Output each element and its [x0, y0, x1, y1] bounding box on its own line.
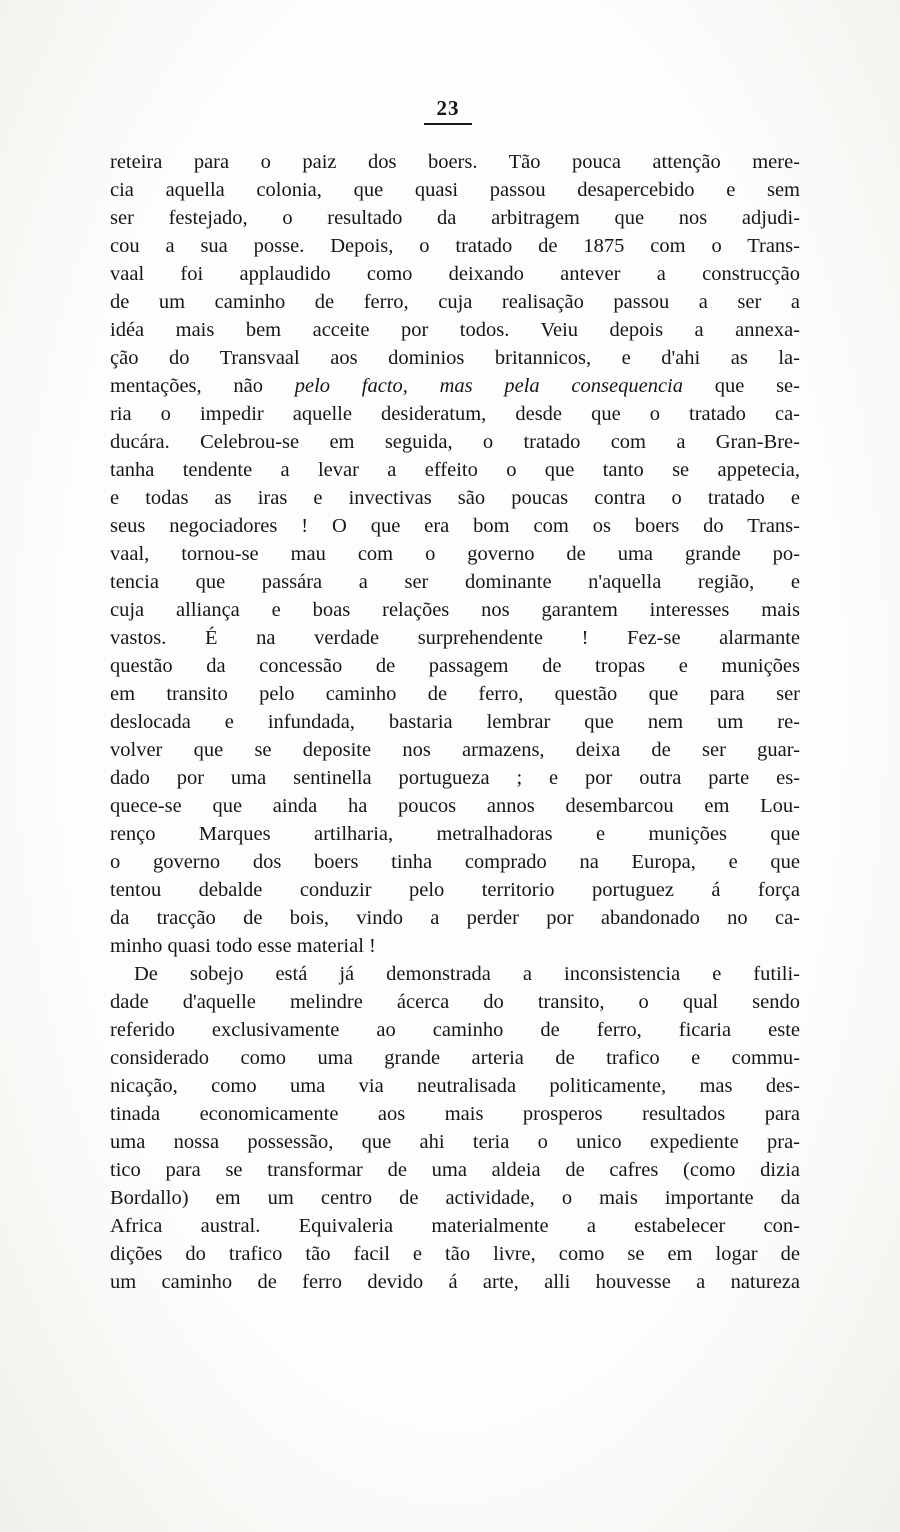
text-segment: ducára. Celebrou-se em seguida, o tratado com a Gran-Bre- — [110, 431, 800, 453]
text-segment: tencia que passára a ser dominante n'aquella região, e — [110, 571, 800, 593]
text-segment: ção do Transvaal aos dominios britannicos, e d'ahi as la- — [110, 347, 800, 369]
text-segment: da tracção de bois, vindo a perder por abandonado no ca- — [110, 907, 800, 929]
text-segment: que se- — [683, 375, 800, 397]
text-line — [110, 288, 800, 316]
text-line — [110, 372, 800, 400]
text-segment: tinada economicamente aos mais prosperos resultados para — [110, 1103, 800, 1125]
text-segment: cuja alliança e boas relações nos garantem interesses mais — [110, 599, 800, 621]
text-line — [110, 428, 800, 456]
italic-text-segment: pelo facto, mas pela consequencia — [294, 375, 683, 397]
page-number: 23 — [424, 96, 472, 125]
text-segment: idéa mais bem acceite por todos. Veiu depois a annexa- — [110, 319, 800, 341]
text-line — [110, 1100, 800, 1128]
text-segment: renço Marques artilharia, metralhadoras e munições que — [110, 823, 800, 845]
text-segment: o governo dos boers tinha comprado na Europa, e que — [110, 851, 800, 873]
text-line — [110, 484, 800, 512]
text-segment: em transito pelo caminho de ferro, questão que para ser — [110, 683, 800, 705]
text-line — [110, 1212, 800, 1240]
text-segment: deslocada e infundada, bastaria lembrar que nem um re- — [110, 711, 800, 733]
text-segment: cou a sua posse. Depois, o tratado de 1875 com o Trans- — [110, 235, 800, 257]
text-segment: Bordallo) em um centro de actividade, o mais importante da — [110, 1187, 800, 1209]
text-segment: ser festejado, o resultado da arbitragem que nos adjudi- — [110, 207, 800, 229]
text-line — [110, 988, 800, 1016]
text-segment: uma nossa possessão, que ahi teria o unico expediente pra- — [110, 1131, 800, 1153]
text-line — [110, 736, 800, 764]
text-line — [110, 400, 800, 428]
text-segment: considerado como uma grande arteria de trafico e commu- — [110, 1047, 800, 1069]
text-segment: vaal foi applaudido como deixando antever a construcção — [110, 263, 800, 285]
text-segment: dições do trafico tão facil e tão livre, como se em logar de — [110, 1243, 800, 1265]
text-line — [110, 708, 800, 736]
text-segment: Africa austral. Equivaleria materialmente a estabelecer con- — [110, 1215, 800, 1237]
text-segment: minho quasi todo esse material ! — [110, 935, 376, 957]
text-line — [110, 1128, 800, 1156]
text-segment: tanha tendente a levar a effeito o que tanto se appetecia, — [110, 459, 800, 481]
text-segment: ria o impedir aquelle desideratum, desde que o tratado ca- — [110, 403, 800, 425]
text-line — [110, 624, 800, 652]
text-segment: seus negociadores ! O que era bom com os boers do Trans- — [110, 515, 800, 537]
text-segment: questão da concessão de passagem de tropas e munições — [110, 655, 800, 677]
page-text — [110, 148, 800, 1296]
text-line — [110, 512, 800, 540]
text-line — [110, 820, 800, 848]
text-segment: quece-se que ainda ha poucos annos desembarcou em Lou- — [110, 795, 800, 817]
text-line — [110, 1240, 800, 1268]
text-line — [110, 456, 800, 484]
text-line — [110, 1184, 800, 1212]
text-segment: reteira para o paiz dos boers. Tão pouca attenção mere- — [110, 151, 800, 173]
text-line — [110, 960, 800, 988]
text-line — [110, 1072, 800, 1100]
text-line — [110, 876, 800, 904]
text-line — [110, 344, 800, 372]
text-line — [110, 260, 800, 288]
text-line — [110, 204, 800, 232]
paragraph — [110, 148, 800, 960]
text-segment: mentações, não — [110, 375, 295, 397]
text-line — [110, 1044, 800, 1072]
text-segment: nicação, como uma via neutralisada politicamente, mas des- — [110, 1075, 800, 1097]
text-line — [110, 680, 800, 708]
text-line — [110, 932, 800, 960]
text-segment: vastos. É na verdade surprehendente ! Fez-se alarmante — [110, 627, 800, 649]
text-segment: um caminho de ferro devido á arte, alli houvesse a natureza — [110, 1271, 800, 1293]
text-line — [110, 1016, 800, 1044]
text-segment: dado por uma sentinella portugueza ; e por outra parte es- — [110, 767, 800, 789]
text-segment: De sobejo está já demonstrada a inconsistencia e futili- — [134, 963, 800, 985]
text-line — [110, 540, 800, 568]
text-line — [110, 568, 800, 596]
text-segment: referido exclusivamente ao caminho de ferro, ficaria este — [110, 1019, 800, 1041]
text-segment: volver que se deposite nos armazens, deixa de ser guar- — [110, 739, 800, 761]
text-line — [110, 176, 800, 204]
text-line — [110, 904, 800, 932]
text-line — [110, 316, 800, 344]
text-segment: de um caminho de ferro, cuja realisação passou a ser a — [110, 291, 800, 313]
text-line — [110, 1268, 800, 1296]
text-line — [110, 1156, 800, 1184]
text-line — [110, 596, 800, 624]
text-line — [110, 764, 800, 792]
text-segment: vaal, tornou-se mau com o governo de uma grande po- — [110, 543, 800, 565]
text-line — [110, 652, 800, 680]
text-segment: e todas as iras e invectivas são poucas contra o tratado e — [110, 487, 800, 509]
text-segment: tico para se transformar de uma aldeia de cafres (como dizia — [110, 1159, 800, 1181]
text-line — [110, 792, 800, 820]
text-segment: cia aquella colonia, que quasi passou desapercebido e sem — [110, 179, 800, 201]
text-segment: tentou debalde conduzir pelo territorio portuguez á força — [110, 879, 800, 901]
text-line — [110, 232, 800, 260]
text-line — [110, 148, 800, 176]
text-line — [110, 848, 800, 876]
text-segment: dade d'aquelle melindre ácerca do transito, o qual sendo — [110, 991, 800, 1013]
paragraph — [110, 960, 800, 1296]
